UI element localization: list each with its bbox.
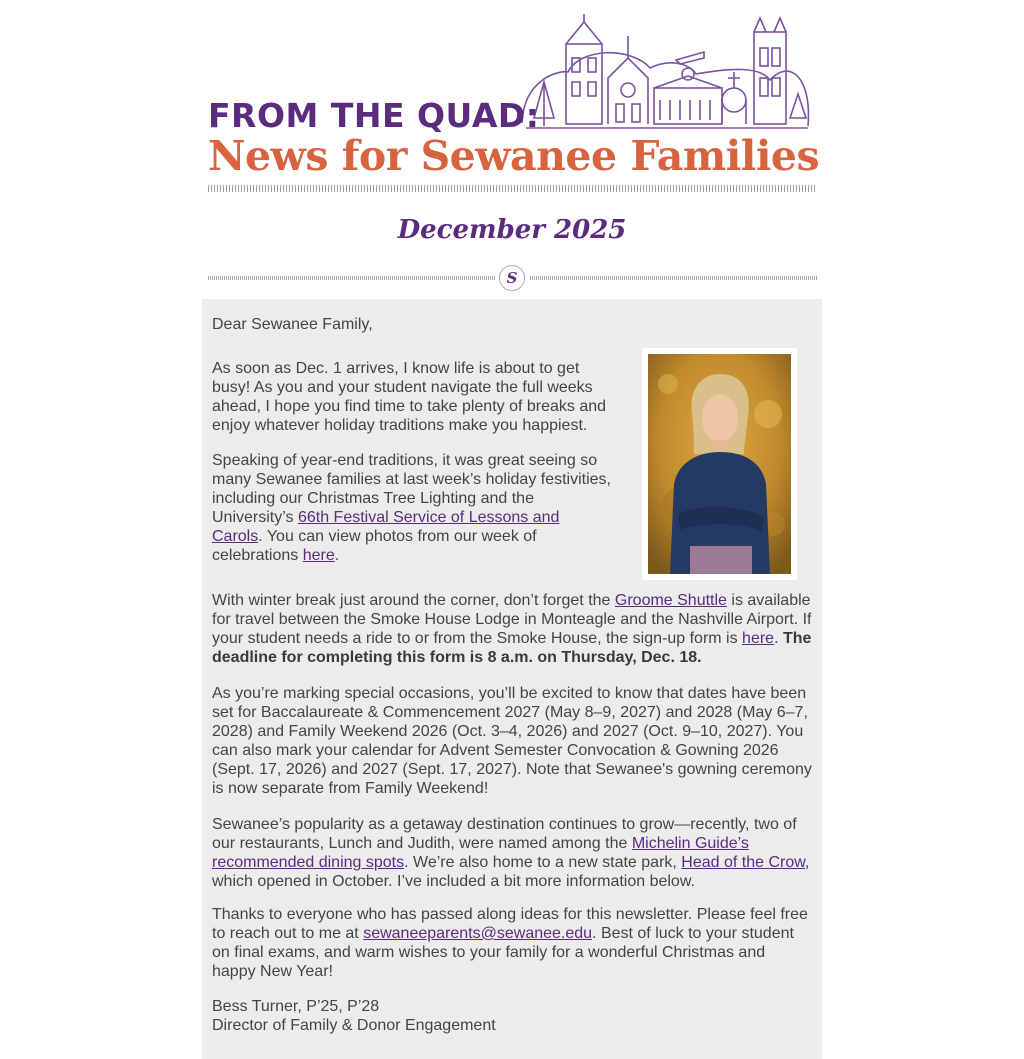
masthead-title: News for Sewanee Families xyxy=(208,132,820,180)
newsletter xyxy=(202,0,822,1034)
letter-panel xyxy=(202,299,822,1059)
author-portrait-image xyxy=(648,354,791,574)
text-run: . Best of luck to your student on final exams, and warm wishes to your family for a wonderful Christmas and happy New Year! xyxy=(212,925,794,980)
masthead xyxy=(202,0,822,210)
text-run: . xyxy=(774,630,783,647)
lessons-and-carols-link[interactable]: 66th Festival Service of Lessons and Carols xyxy=(212,509,560,545)
masthead-rule xyxy=(208,185,817,192)
signup-form-link[interactable]: here xyxy=(742,630,775,647)
paragraph-dates: As you’re marking special occasions, you’ll be excited to know that dates have been set for Baccalaureate & Commencement 2027 (May 8–9, 2027) and 2028 (May 6–7, 2028) and Family Weekend 2026 (Oct. 3–4, 2026) and 2027 (Oct. 9–10, 2027). You can also mark your calendar for Advent Semester Convocation & Gowning 2026 (Sept. 17, 2026) and 2027 (Sept. 17, 2027). Note that Sewanee's gowning ceremony is now separate from Family Weekend! xyxy=(212,685,812,797)
signature-title: Director of Family & Donor Engagement xyxy=(212,1017,496,1034)
section-divider xyxy=(208,265,817,291)
text-run: With winter break just around the corner, don’t forget the xyxy=(212,592,615,609)
letter-greeting: Dear Sewanee Family, xyxy=(212,316,373,333)
paragraph-traditions xyxy=(212,451,612,565)
email-link[interactable]: sewaneeparents@sewanee.edu xyxy=(363,925,593,942)
author-photo xyxy=(642,348,797,580)
masthead-kicker: FROM THE QUAD: xyxy=(208,96,540,135)
paragraph-shuttle xyxy=(212,591,812,667)
deadline-text: The deadline for completing this form is 8 a.m. on Thursday, Dec. 18. xyxy=(212,630,812,666)
divider-line-right xyxy=(530,276,817,280)
groome-shuttle-link[interactable]: Groome Shuttle xyxy=(614,592,727,609)
paragraph-thanks xyxy=(212,905,812,981)
campus-skyline-illustration xyxy=(520,8,812,132)
issue-date: December 2025 xyxy=(397,215,627,245)
divider-line-left xyxy=(208,276,495,280)
michelin-guide-link[interactable]: Michelin Guide’s recommended dining spots xyxy=(212,835,749,871)
paragraph-intro: As soon as Dec. 1 arrives, I know life is about to get busy! As you and your student navigate the full weeks ahead, I hope you find time to take plenty of breaks and enjoy whatever holiday traditions make you happiest. xyxy=(212,360,607,434)
paragraph-destination xyxy=(212,815,812,891)
text-run: is available for travel between the Smoke House Lodge in Monteagle and the Nashville Airport. If your student needs a ride to or from the Smoke House, the sign-up form is xyxy=(212,592,812,647)
text-run: Thanks to everyone who has passed along ideas for this newsletter. Please feel free to reach out to me at xyxy=(212,906,808,942)
text-run: . You can view photos from our week of celebrations xyxy=(212,528,537,564)
sewanee-seal-icon: S xyxy=(499,265,525,291)
signature-name: Bess Turner, P’25, P’28 xyxy=(212,998,380,1015)
text-run: , which opened in October. I’ve included a bit more information below. xyxy=(212,854,810,890)
text-run: Speaking of year-end traditions, it was great seeing so many Sewanee families at last week’s holiday festivities, including our Christmas Tree Lighting and the University’s xyxy=(212,452,611,526)
text-run: . xyxy=(334,547,340,564)
text-run: Sewanee’s popularity as a getaway destination continues to grow—recently, two of our restaurants, Lunch and Judith, were named among the xyxy=(212,816,797,852)
head-of-the-crow-link[interactable]: Head of the Crow xyxy=(681,854,805,871)
photos-link[interactable]: here xyxy=(302,547,335,564)
text-run: . We’re also home to a new state park, xyxy=(404,854,682,871)
